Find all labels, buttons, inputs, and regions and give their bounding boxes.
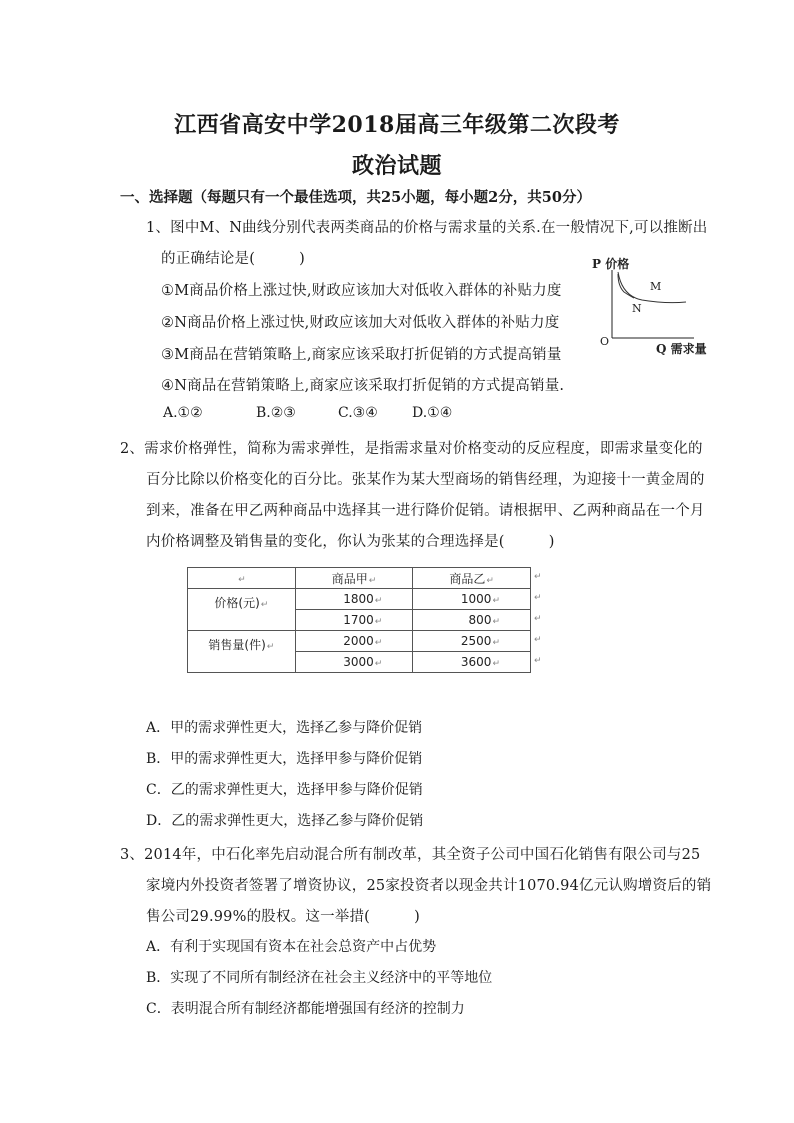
table-cell: 2500↵ bbox=[413, 631, 531, 652]
row-end-mark: ↵ bbox=[534, 635, 542, 645]
q1-stem-line2: 的正确结论是( ) bbox=[161, 251, 306, 267]
q3-line-2: 家境内外投资者签署了增资协议，25家投资者以现金共计1070.94亿元认购增资后的销 bbox=[146, 878, 712, 894]
page-subtitle: 政治试题 bbox=[351, 153, 442, 179]
q2-line-1: 2、需求价格弹性，简称为需求弹性，是指需求量对价格变动的反应程度，即需求量变化的 bbox=[120, 441, 703, 457]
q2-option-c: C．乙的需求弹性更大，选择甲参与降价促销 bbox=[146, 782, 423, 798]
table-cell: 3000↵ bbox=[295, 652, 413, 673]
table-cell: 3600↵ bbox=[413, 652, 531, 673]
table-header-row bbox=[188, 568, 531, 589]
table-header-cell: 商品甲↵ bbox=[295, 568, 413, 589]
q2-data-table bbox=[187, 567, 531, 673]
row-end-mark: ↵ bbox=[534, 572, 542, 582]
curve-n bbox=[618, 274, 634, 298]
table-cell: 2000↵ bbox=[295, 631, 413, 652]
table-row bbox=[188, 589, 531, 610]
row-end-mark: ↵ bbox=[534, 656, 542, 666]
q2-option-b: B．甲的需求弹性更大，选择甲参与降价促销 bbox=[146, 751, 423, 767]
q1-stem-line1: 1、图中M、N曲线分别代表两类商品的价格与需求量的关系.在一般情况下,可以推断出 bbox=[146, 220, 708, 236]
table-header-cell: 商品乙↵ bbox=[413, 568, 531, 589]
table-cell: 1800↵ bbox=[295, 589, 413, 610]
row-end-mark: ↵ bbox=[534, 614, 542, 624]
q3-option-b: B．实现了不同所有制经济在社会主义经济中的平等地位 bbox=[146, 970, 493, 986]
q1-item-1: ①M商品价格上涨过快,财政应该加大对低收入群体的补贴力度 bbox=[161, 283, 562, 299]
section-heading: 一、选择题（每题只有一个最佳选项，共25小题，每小题2分，共50分） bbox=[120, 189, 591, 206]
q2-line-2: 百分比除以价格变化的百分比。张某作为某大型商场的销售经理，为迎接十一黄金周的 bbox=[146, 472, 705, 488]
q2-option-a: A．甲的需求弹性更大，选择乙参与降价促销 bbox=[146, 720, 423, 736]
q1-item-2: ②N商品价格上涨过快,财政应该加大对低收入群体的补贴力度 bbox=[161, 315, 560, 331]
table-row-label: 销售量(件)↵ bbox=[188, 631, 296, 673]
q1-option-b: B.②③ bbox=[256, 405, 296, 421]
x-axis-label: Q 需求量 bbox=[656, 342, 707, 356]
curve-m-label: M bbox=[650, 280, 662, 293]
page-title: 江西省高安中学2018届高三年级第二次段考 bbox=[174, 112, 620, 138]
table-cell: 800↵ bbox=[413, 610, 531, 631]
table-row bbox=[188, 631, 531, 652]
table-cell: 1000↵ bbox=[413, 589, 531, 610]
q1-demand-graph bbox=[586, 252, 722, 358]
q1-option-d: D.①④ bbox=[412, 405, 453, 421]
q3-option-c: C．表明混合所有制经济都能增强国有经济的控制力 bbox=[146, 1001, 465, 1017]
table-row-label: 价格(元)↵ bbox=[188, 589, 296, 631]
q3-line-1: 3、2014年，中石化率先启动混合所有制改革，其全资子公司中国石化销售有限公司与25 bbox=[120, 847, 701, 863]
q3-option-a: A．有利于实现国有资本在社会总资产中占优势 bbox=[146, 939, 437, 955]
curve-n-label: N bbox=[632, 302, 642, 315]
row-end-mark: ↵ bbox=[534, 593, 542, 603]
q2-option-d: D．乙的需求弹性更大，选择乙参与降价促销 bbox=[146, 813, 424, 829]
table-cell: 1700↵ bbox=[295, 610, 413, 631]
q3-line-3: 售公司29.99%的股权。这一举措( ) bbox=[146, 909, 421, 925]
q2-line-3: 到来，准备在甲乙两种商品中选择其一进行降价促销。请根据甲、乙两种商品在一个月 bbox=[146, 503, 705, 519]
y-axis-label: P 价格 bbox=[592, 257, 630, 271]
origin-label: O bbox=[600, 335, 610, 348]
q1-option-c: C.③④ bbox=[338, 405, 378, 421]
q1-item-4: ④N商品在营销策略上,商家应该采取打折促销的方式提高销量. bbox=[161, 378, 565, 394]
q2-line-4: 内价格调整及销售量的变化，你认为张某的合理选择是( ) bbox=[146, 534, 555, 550]
q1-option-a: A.①② bbox=[163, 405, 203, 421]
q1-item-3: ③M商品在营销策略上,商家应该采取打折促销的方式提高销量 bbox=[161, 347, 562, 363]
table-header-empty: ↵ bbox=[188, 568, 296, 589]
